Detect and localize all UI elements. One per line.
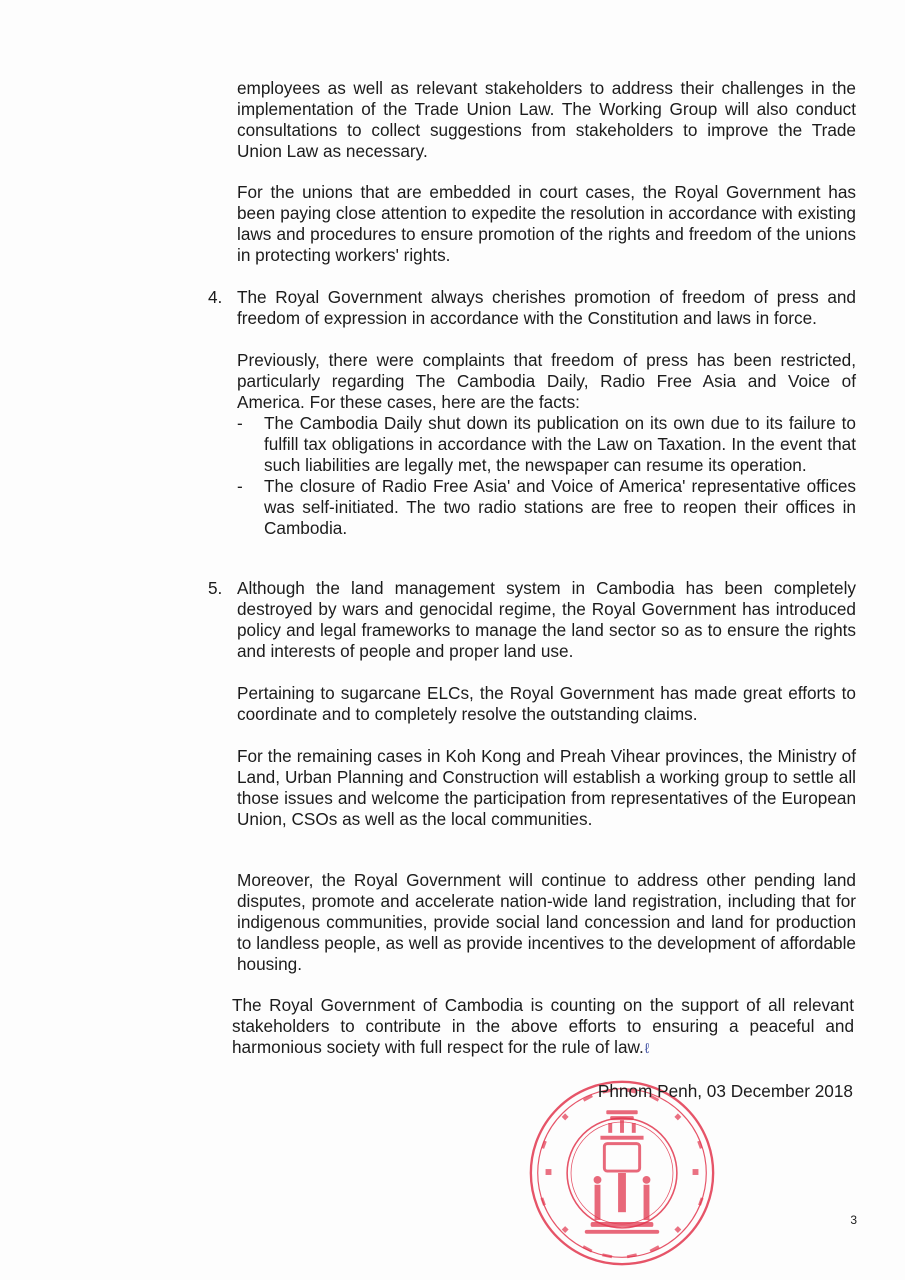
item-5-paragraph-1-text: Pertaining to sugarcane ELCs, the Royal Government has made great efforts to coordinate and to completely resolve the outstanding claims. [237, 683, 856, 724]
item-4-bullet-2-text: The closure of Radio Free Asia' and Voice of America' representative offices was self-initiated. The two radio stations are free to reopen their offices in Cambodia. [264, 476, 856, 538]
initial-mark-icon: ℓ [644, 1040, 650, 1056]
closing-paragraph [232, 995, 854, 1059]
item-5-paragraph-3-text: Moreover, the Royal Government will continue to address other pending land disputes, promote and accelerate nation-wide land registration, including that for indigenous communities, provide social land concession and land for production to landless people, as well as provide incentives to the development of affordable housing. [237, 870, 856, 974]
item-5-paragraph-3 [237, 870, 856, 975]
official-seal-icon [524, 1075, 720, 1271]
item-4-text: The Royal Government always cherishes promotion of freedom of press and freedom of expression in accordance with the Constitution and laws in force. [237, 287, 856, 328]
page-number: 3 [850, 1213, 857, 1227]
item-4 [208, 287, 856, 329]
intro-paragraph-1-text: employees as well as relevant stakeholders to address their challenges in the implementation of the Trade Union Law. The Working Group will also conduct consultations to collect suggestions from stakeholders to improve the Trade Union Law as necessary. [237, 78, 856, 161]
item-4-details [237, 350, 856, 539]
item-5 [208, 578, 856, 662]
item-5-paragraph-2-text: For the remaining cases in Koh Kong and Preah Vihear provinces, the Ministry of Land, Urban Planning and Construction will establish a working group to settle all those issues and welcome the participation from representatives of the European Union, CSOs as well as the local communities. [237, 746, 856, 829]
item-4-paragraph: Previously, there were complaints that freedom of press has been restricted, particularly regarding The Cambodia Daily, Radio Free Asia and Voice of America. For these cases, here are the facts: [237, 350, 856, 412]
closing-text: The Royal Government of Cambodia is counting on the support of all relevant stakeholders to contribute in the above efforts to ensuring a peaceful and harmonious society with full respect for the rule of law. [232, 995, 854, 1057]
date-line: Phnom Penh, 03 December 2018 [597, 1081, 853, 1101]
item-4-bullet-2 [237, 476, 856, 539]
item-5-paragraph-2 [237, 746, 856, 830]
item-4-bullet-1-text: The Cambodia Daily shut down its publication on its own due to its failure to fulfill tax obligations in accordance with the Law on Taxation. In the event that such liabilities are legally met, the newspaper can resume its operation. [264, 413, 856, 475]
item-5-paragraph-1 [237, 683, 856, 725]
item-4-bullet-1 [237, 413, 856, 476]
bullet-dash: - [237, 476, 243, 496]
intro-paragraph-1 [237, 78, 856, 162]
intro-paragraph-2-text: For the unions that are embedded in court cases, the Royal Government has been paying close attention to expedite the resolution in accordance with existing laws and procedures to ensure promotion of the rights and freedom of the unions in protecting workers' rights. [237, 182, 856, 265]
bullet-dash: - [237, 413, 243, 433]
item-5-number: 5. [208, 578, 223, 598]
closing-paragraph-text [232, 995, 854, 1059]
item-4-number: 4. [208, 287, 223, 307]
item-5-text: Although the land management system in Cambodia has been completely destroyed by wars and genocidal regime, the Royal Government has introduced policy and legal frameworks to manage the land sector so as to ensure the rights and interests of people and proper land use. [237, 578, 856, 661]
intro-paragraph-2 [237, 182, 856, 266]
